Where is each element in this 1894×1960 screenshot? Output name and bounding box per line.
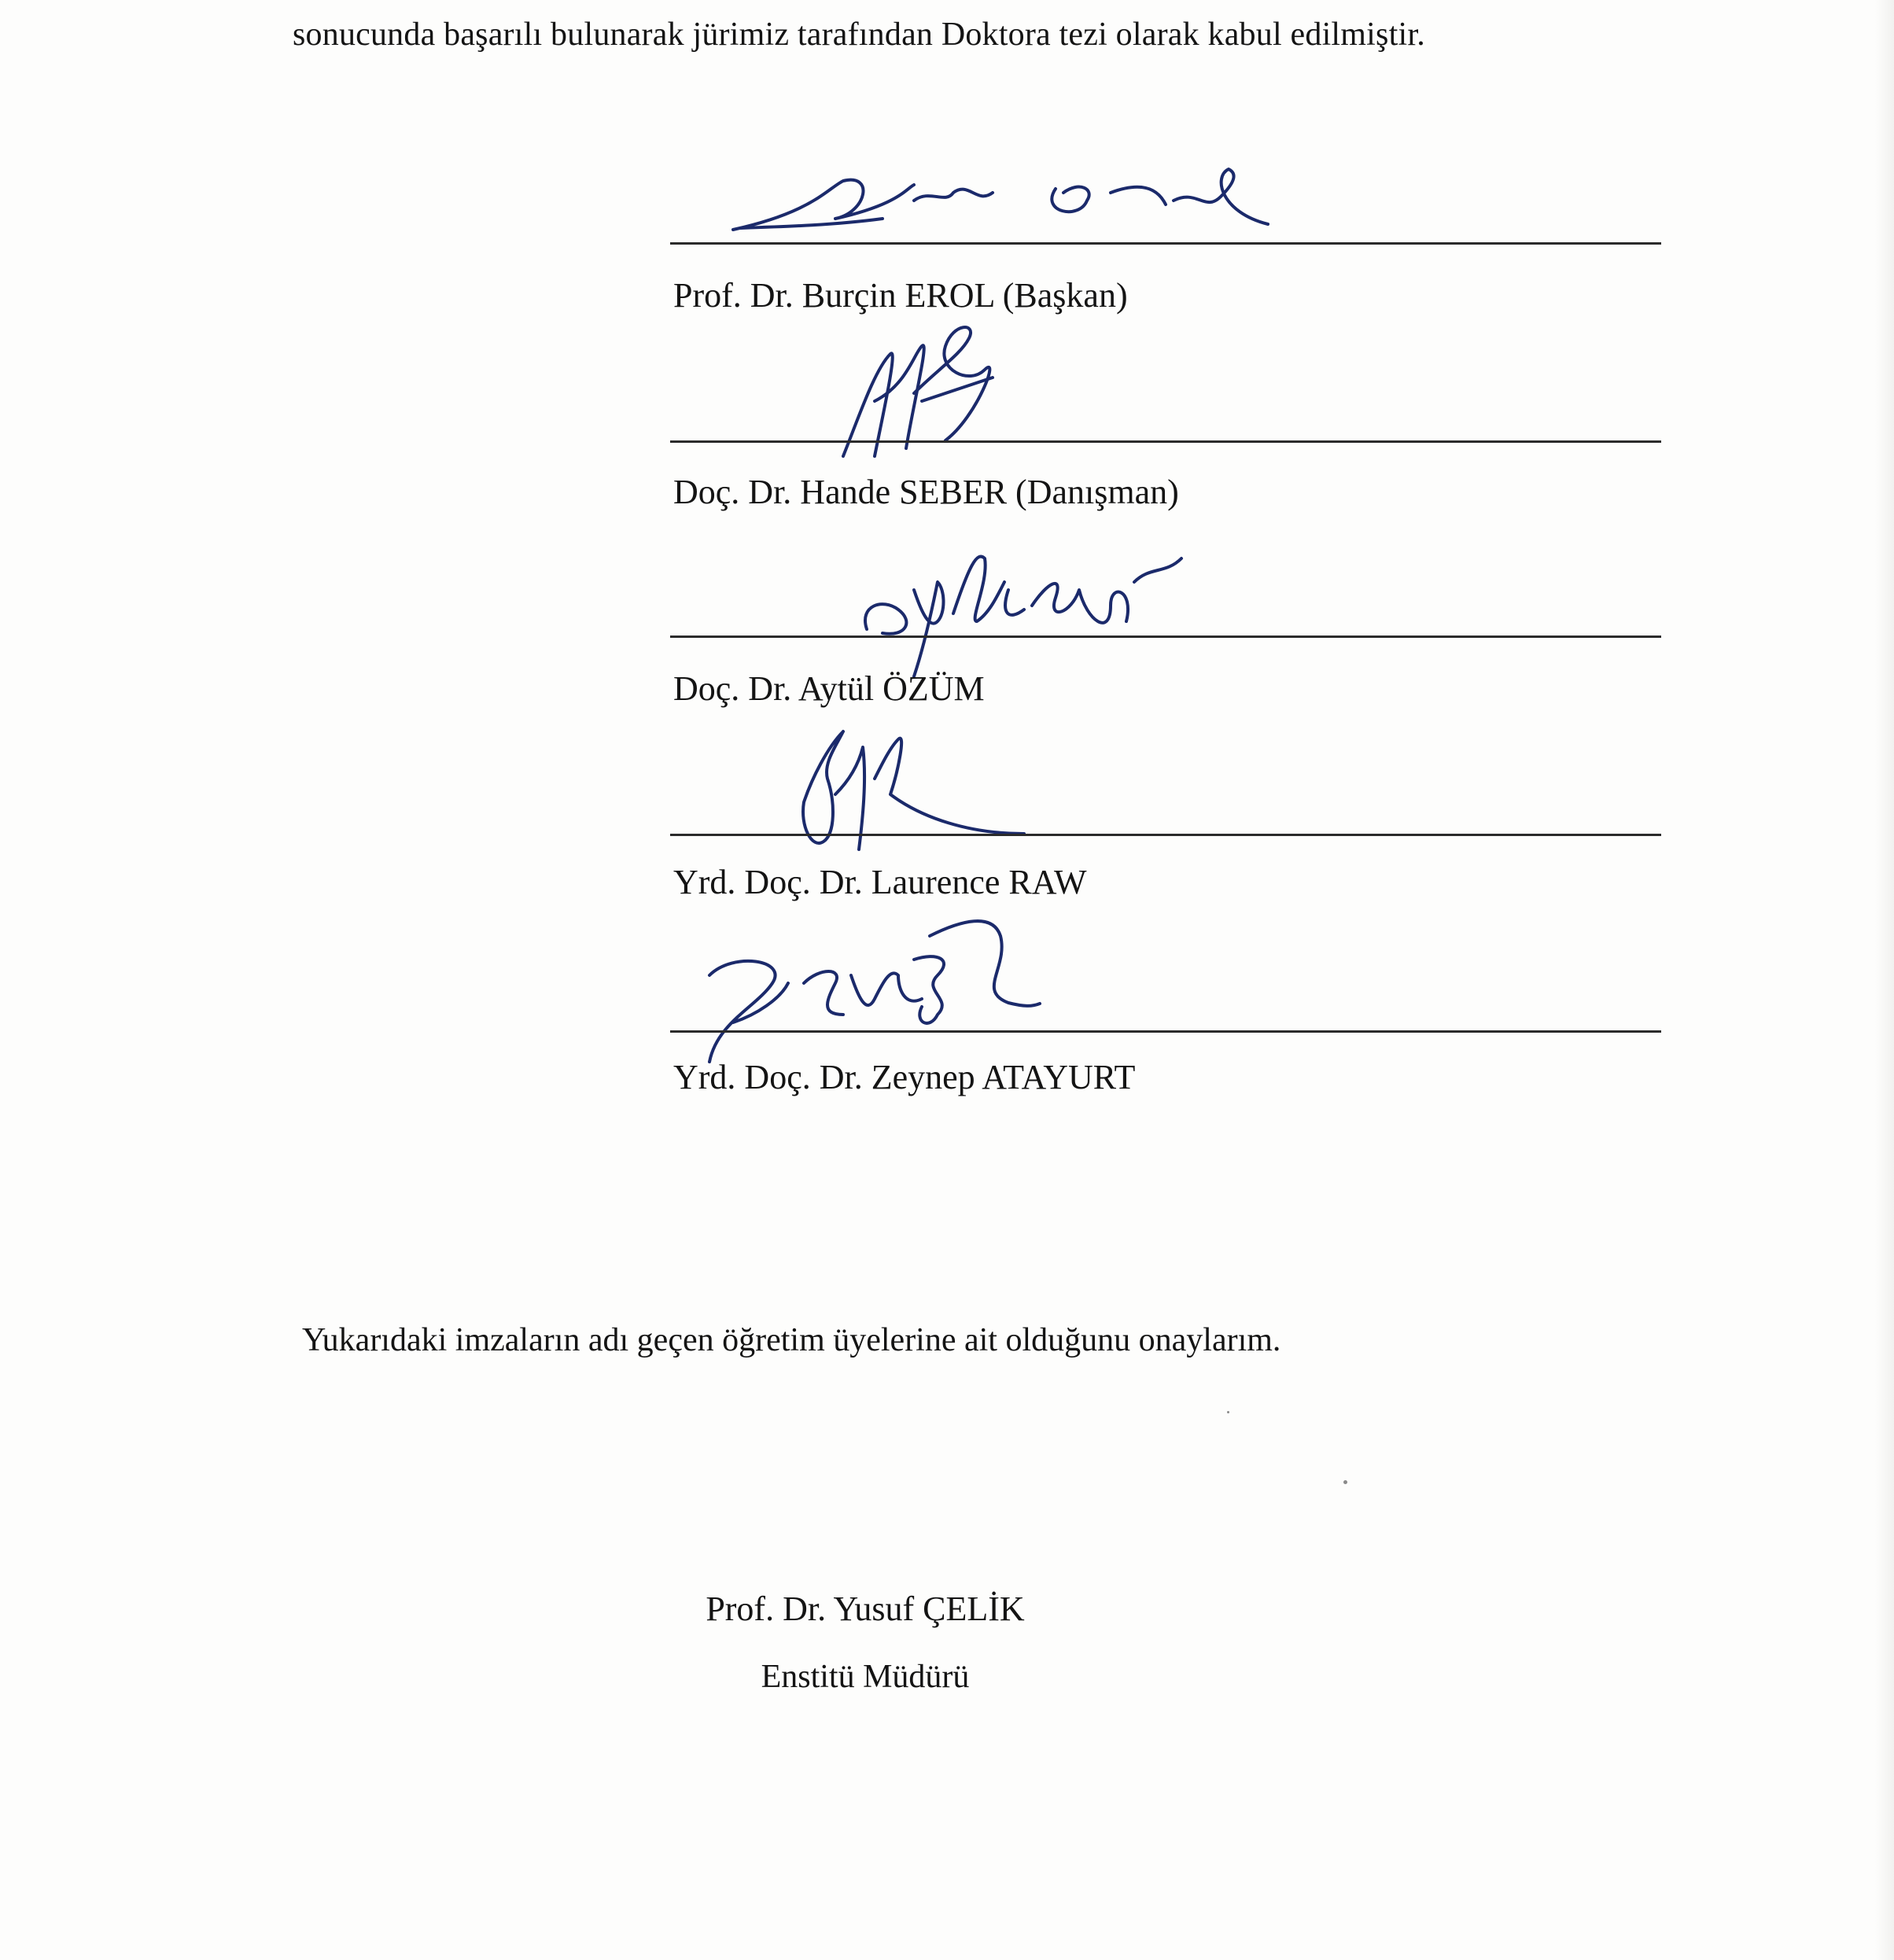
director-title: Enstitü Müdürü xyxy=(761,1659,970,1695)
page-edge-shadow xyxy=(1875,0,1894,1960)
signature-image-3 xyxy=(851,535,1197,684)
intro-text: sonucunda başarılı bulunarak jürimiz tarafından Doktora tezi olarak kabul edilmiştir. xyxy=(293,17,1425,53)
director-name: Prof. Dr. Yusuf ÇELİK xyxy=(706,1590,1025,1628)
signature-image-2 xyxy=(827,322,1016,480)
committee-member-name-5: Yrd. Doç. Dr. Zeynep ATAYURT xyxy=(673,1058,1136,1096)
signature-line-5 xyxy=(670,1030,1661,1033)
signature-line-1 xyxy=(670,242,1661,245)
signature-image-1 xyxy=(717,157,1315,252)
signature-image-4 xyxy=(796,716,1048,857)
committee-member-name-3: Doç. Dr. Aytül ÖZÜM xyxy=(673,669,985,708)
committee-member-name-4: Yrd. Doç. Dr. Laurence RAW xyxy=(673,863,1087,901)
signature-line-4 xyxy=(670,834,1661,836)
committee-member-name-2: Doç. Dr. Hande SEBER (Danışman) xyxy=(673,473,1179,511)
committee-member-name-1: Prof. Dr. Burçin EROL (Başkan) xyxy=(673,276,1128,315)
scan-speck xyxy=(1343,1480,1347,1484)
signature-line-3 xyxy=(670,636,1661,638)
scan-speck xyxy=(1227,1411,1229,1413)
signature-line-2 xyxy=(670,440,1661,443)
approval-statement: Yukarıdaki imzaların adı geçen öğretim üyelerine ait olduğunu onaylarım. xyxy=(302,1322,1281,1358)
